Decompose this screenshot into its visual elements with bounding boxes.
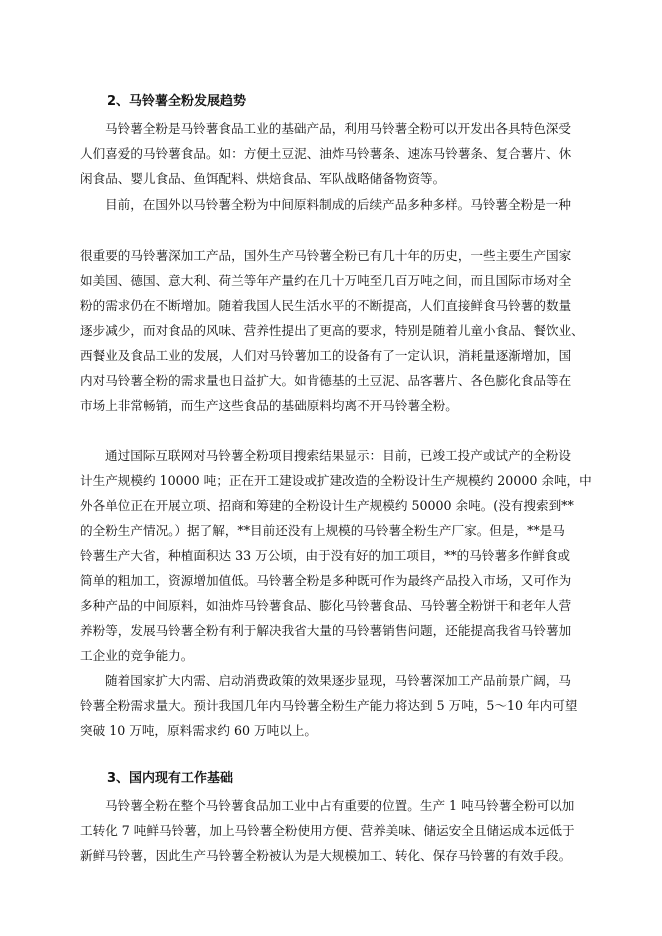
paragraph-line: 马铃薯全粉是马铃薯食品工业的基础产品，利用马铃薯全粉可以开发出各具特色深受 [105,121,571,136]
paragraph-line: 工企业的竞争能力。 [80,648,194,663]
paragraph-line: 计生产规模约 10000 吨；正在开工建设或扩建改造的全粉设计生产规模约 20000 余吨，中 [80,473,592,488]
paragraph-line: 外各单位正在开展立项、招商和筹建的全粉设计生产规模约 50000 余吨。(没有搜索到** [80,498,574,513]
section-heading-foundation: 3、国内现有工作基础 [107,771,234,786]
paragraph-line: 通过国际互联网对马铃薯全粉项目搜索结果显示：目前，已竣工投产或试产的全粉设 [105,448,571,463]
paragraph-line: 市场上非常畅销，而生产这些食品的基础原料均离不开马铃薯全粉。 [80,398,458,413]
paragraph-line: 目前，在国外以马铃薯全粉为中间原料制成的后续产品多种多样。马铃薯全粉是一种 [105,197,571,212]
paragraph-line: 如美国、德国、意大利、荷兰等年产量约在几十万吨至几百万吨之间，而且国际市场对全 [80,273,572,288]
paragraph-line: 很重要的马铃薯深加工产品，国外生产马铃薯全粉已有几十年的历史，一些主要生产国家 [80,248,572,263]
paragraph-line: 逐步减少，而对食品的风味、营养性提出了更高的要求，特别是随着儿童小食品、餐饮业、 [80,323,584,338]
paragraph-line: 新鲜马铃薯，因此生产马铃薯全粉被认为是大规模加工、转化、保存马铃薯的有效手段。 [80,848,572,863]
paragraph-line: 闲食品、婴儿食品、鱼饵配料、烘焙食品、军队战略储备物资等。 [80,171,446,186]
paragraph-line: 养粉等，发展马铃薯全粉有利于解决我省大量的马铃薯销售问题，还能提高我省马铃薯加 [80,623,572,638]
section-heading-trend: 2、马铃薯全粉发展趋势 [107,94,247,109]
paragraph-line: 粉的需求仍在不断增加。随着我国人民生活水平的不断提高，人们直接鲜食马铃薯的数量 [80,298,572,313]
paragraph-line: 工转化 7 吨鲜马铃薯，加上马铃薯全粉使用方便、营养美味、储运安全且储运成本远低于 [80,823,575,838]
paragraph-line: 铃薯生产大省，种植面积达 33 万公顷，由于没有好的加工项目，**的马铃薯多作鲜食或 [80,548,571,563]
paragraph-line: 简单的粗加工，资源增加值低。马铃薯全粉是多种既可作为最终产品投入市场，又可作为 [80,573,572,588]
paragraph-line: 突破 10 万吨，原料需求约 60 万吨以上。 [80,723,317,738]
paragraph-line: 马铃薯全粉在整个马铃薯食品加工业中占有重要的位置。生产 1 吨马铃薯全粉可以加 [105,798,575,813]
paragraph-line: 内对马铃薯全粉的需求量也日益扩大。如肯德基的土豆泥、品客薯片、各色膨化食品等在 [80,373,572,388]
paragraph-line: 铃薯全粉需求量大。预计我国几年内马铃薯全粉生产能力将达到 5 万吨，5～10 年内可望 [80,698,578,713]
paragraph-line: 的全粉生产情况。）据了解，**目前还没有上规模的马铃薯全粉生产厂家。但是，**是马 [80,523,565,538]
paragraph-line: 人们喜爱的马铃薯食品。如：方便土豆泥、油炸马铃薯条、速冻马铃薯条、复合薯片、休 [80,146,572,161]
paragraph-line: 多种产品的中间原料，如油炸马铃薯食品、膨化马铃薯食品、马铃薯全粉饼干和老年人营 [80,598,572,613]
paragraph-line: 西餐业及食品工业的发展，人们对马铃薯加工的设备有了一定认识，消耗量逐渐增加，国 [80,348,572,363]
paragraph-line: 随着国家扩大内需、启动消费政策的效果逐步显现，马铃薯深加工产品前景广阔，马 [105,673,571,688]
